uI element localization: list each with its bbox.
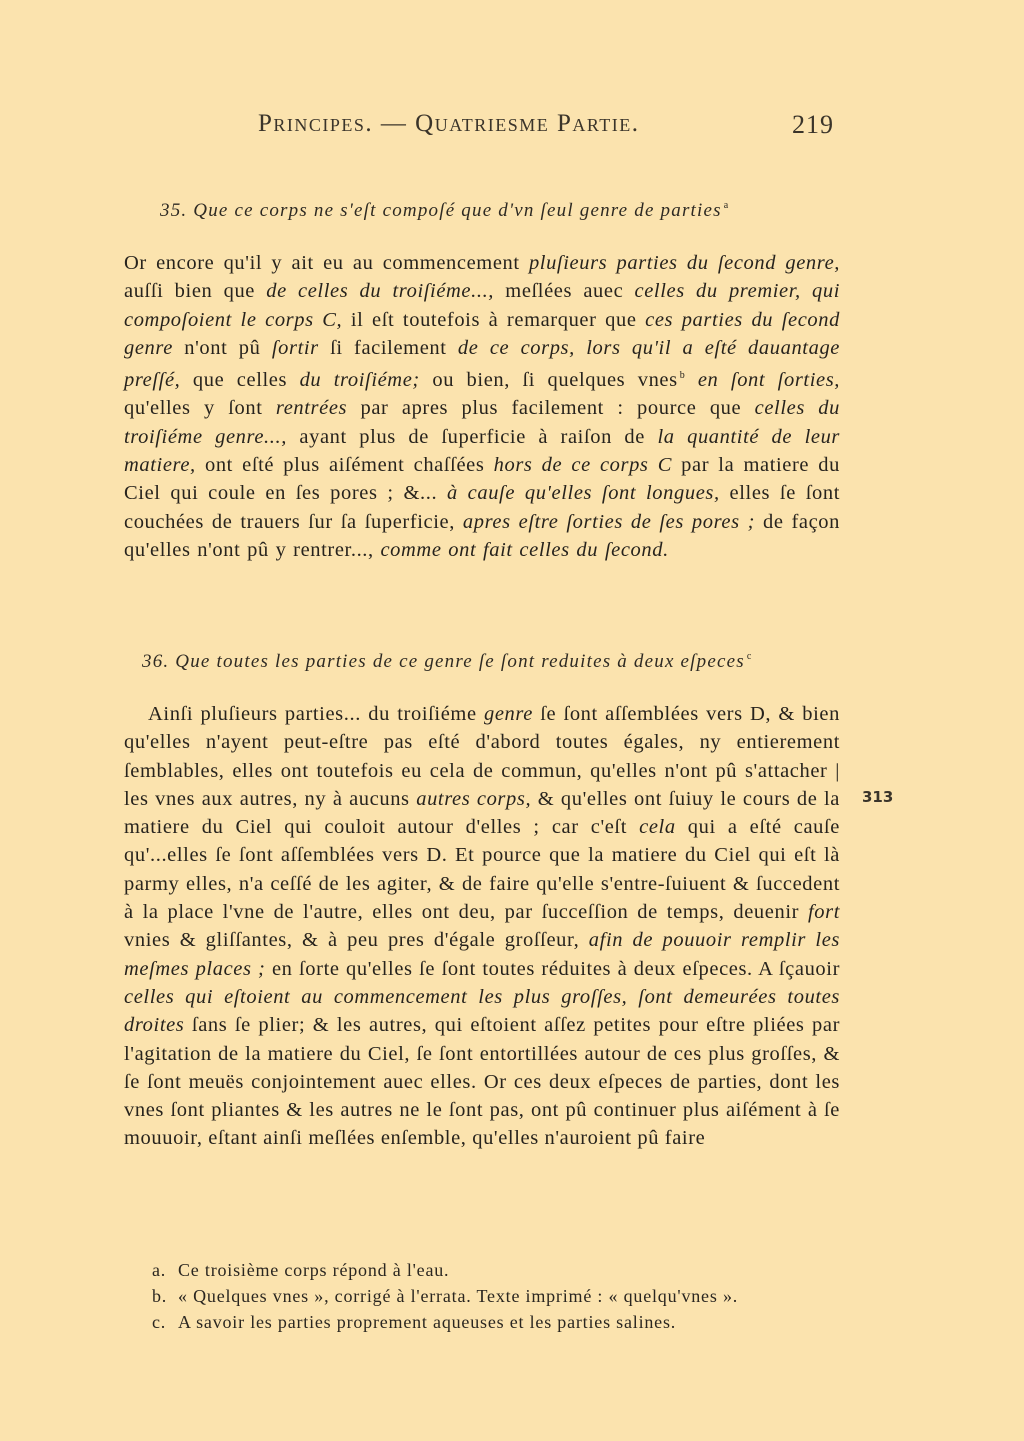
italic-run: du troiſiéme; — [299, 369, 420, 392]
italic-run: de ce corps, lors qu'il a eſté dauantage preſſé, — [124, 336, 840, 392]
text-run: vnies & gliſſantes, & à peu pres d'égale groſſeur, — [124, 929, 589, 952]
footnote-text: Ce troisième corps répond à l'eau. — [178, 1260, 450, 1280]
text-run: ſans ſe plier; & les autres, qui eſtoient aſſez petites pour eſtre pliées par l'agitation de la matiere du Ciel, ſe ſont entortillées autour de ces plus groſſes, & ſe ſont meuës conjointement auec elles. Or ces deux eſpeces de parties, dont les vnes ſont pliantes & les autres ne le ſont pas, ont pû continuer plus aiſément à ſe mouuoir, eſtant ainſi meſlées enſemble, qu'elles n'auroient pû faire — [124, 1014, 840, 1150]
footnote-text: A savoir les parties proprement aqueuses et les parties salines. — [178, 1312, 677, 1332]
italic-run: ces parties du ſecond genre — [124, 308, 840, 359]
footnote-mark: c. — [152, 1312, 167, 1332]
italic-run: ſortir — [271, 336, 319, 359]
footnotes — [152, 1257, 872, 1335]
section-36-heading — [142, 651, 752, 673]
text-run: ſi facilement — [318, 336, 458, 359]
text-run: auſſi bien que — [124, 280, 267, 303]
page-number: 219 — [792, 110, 834, 139]
italic-run: autres corps, — [416, 787, 532, 810]
italic-run: afin de pouuoir remplir les meſmes places ; — [124, 929, 841, 980]
running-header — [258, 110, 838, 150]
text-run: qu'elles y ſont — [124, 397, 276, 420]
text-run: ſe ſont aſſemblées vers D, & bien qu'elles n'ayent peut-eſtre pas eſté d'abord toutes égales, ny entierement ſemblables, elles ont toutefois eu cela de commun, qu'elles n'ont pû s'attacher | les vnes aux autres, ny à aucuns — [124, 703, 840, 810]
italic-run: comme ont fait celles du ſecond. — [380, 538, 669, 561]
text-run: de façon qu'elles n'ont pû y rentrer..., — [124, 510, 840, 561]
section-35-heading — [160, 200, 729, 222]
text-run: que celles — [180, 369, 300, 392]
footnote-ref-a: a — [723, 200, 730, 211]
section-35-heading-text: 35. Que ce corps ne s'eſt compoſé que d'vn ſeul genre de parties — [160, 200, 722, 221]
footnote-ref-c: c — [746, 651, 753, 662]
section-36-heading-text: 36. Que toutes les parties de ce genre ſe ſont reduites à deux eſpeces — [142, 651, 745, 672]
text-run: n'ont pû — [172, 336, 272, 359]
text-run: & qu'elles ont ſuiuy le cours de la matiere du Ciel qui couloit autour d'elles ; car c'eſt — [124, 787, 840, 839]
italic-run: apres eſtre ſorties de ſes pores ; — [462, 510, 756, 533]
footnote-a — [152, 1257, 872, 1283]
italic-run: hors de ce corps C — [493, 454, 672, 477]
text-run: par apres plus facilement : pource que — [347, 397, 755, 420]
text-run: Or encore qu'il y ait eu au commencement — [124, 252, 529, 274]
text-run: Ainſi pluſieurs parties... du troiſiéme — [148, 703, 484, 725]
italic-run: celles du premier, qui compoſoient le corps C, — [124, 280, 840, 331]
text-run: qui a eſté cauſe qu'...elles ſe ſont aſſemblées vers D. Et pource que la matiere du Ciel qui eſt là parmy elles, n'a ceſſé de les agiter, & de faire qu'elle s'entre-ſuiuent & ſuccedent à la place l'vne de l'autre, elles ont deu, par ſucceſſion de temps, deuenir — [124, 816, 841, 924]
footnote-mark: a. — [152, 1260, 167, 1280]
italic-run: celles du troiſiéme genre..., — [124, 397, 840, 448]
italic-run: la quantité de leur matiere, — [124, 425, 840, 477]
italic-run: en ſont ſorties, — [697, 369, 841, 392]
text-run: ont eſté plus aiſément chaſſées — [195, 454, 494, 477]
text-run: ayant plus de ſuperficie à raiſon de — [286, 425, 658, 448]
text-run: ou bien, ſi quelques vnes — [419, 369, 678, 392]
margin-reference-number: 313 — [862, 788, 894, 806]
running-header-title: Principes. — Quatriesme Partie. — [258, 110, 640, 137]
footnote-b — [152, 1283, 872, 1309]
text-run — [685, 369, 698, 391]
footnote-c — [152, 1309, 872, 1335]
footnote-mark: b. — [152, 1286, 168, 1306]
text-run: par la matiere du Ciel qui coule en ſes pores ; &... — [124, 454, 841, 505]
text-run: en ſorte qu'elles ſe ſont toutes réduites à deux eſpeces. A ſçauoir — [265, 957, 841, 980]
italic-run: pluſieurs parties du ſecond genre, — [528, 252, 840, 274]
section-36-paragraph — [124, 700, 840, 1153]
italic-run: à cauſe qu'elles ſont longues, — [446, 482, 720, 505]
italic-run: celles qui eſtoient au commencement les plus groſſes, ſont demeurées toutes droites — [124, 985, 840, 1037]
italic-run: genre — [483, 703, 533, 725]
section-35-paragraph — [124, 249, 840, 564]
italic-run: cela — [639, 816, 676, 839]
footnote-ref: b — [679, 370, 686, 382]
italic-run: fort — [807, 901, 840, 924]
text-run: meſlées auec — [494, 280, 635, 303]
text-run: elles ſe ſont couchées de trauers ſur ſa ſuperficie, — [124, 482, 841, 533]
text-run: il eſt toutefois à remarquer que — [342, 308, 646, 331]
footnote-text: « Quelques vnes », corrigé à l'errata. Texte imprimé : « quelqu'vnes ». — [178, 1286, 739, 1306]
italic-run: rentrées — [275, 397, 348, 420]
italic-run: de celles du troiſiéme..., — [266, 280, 495, 303]
